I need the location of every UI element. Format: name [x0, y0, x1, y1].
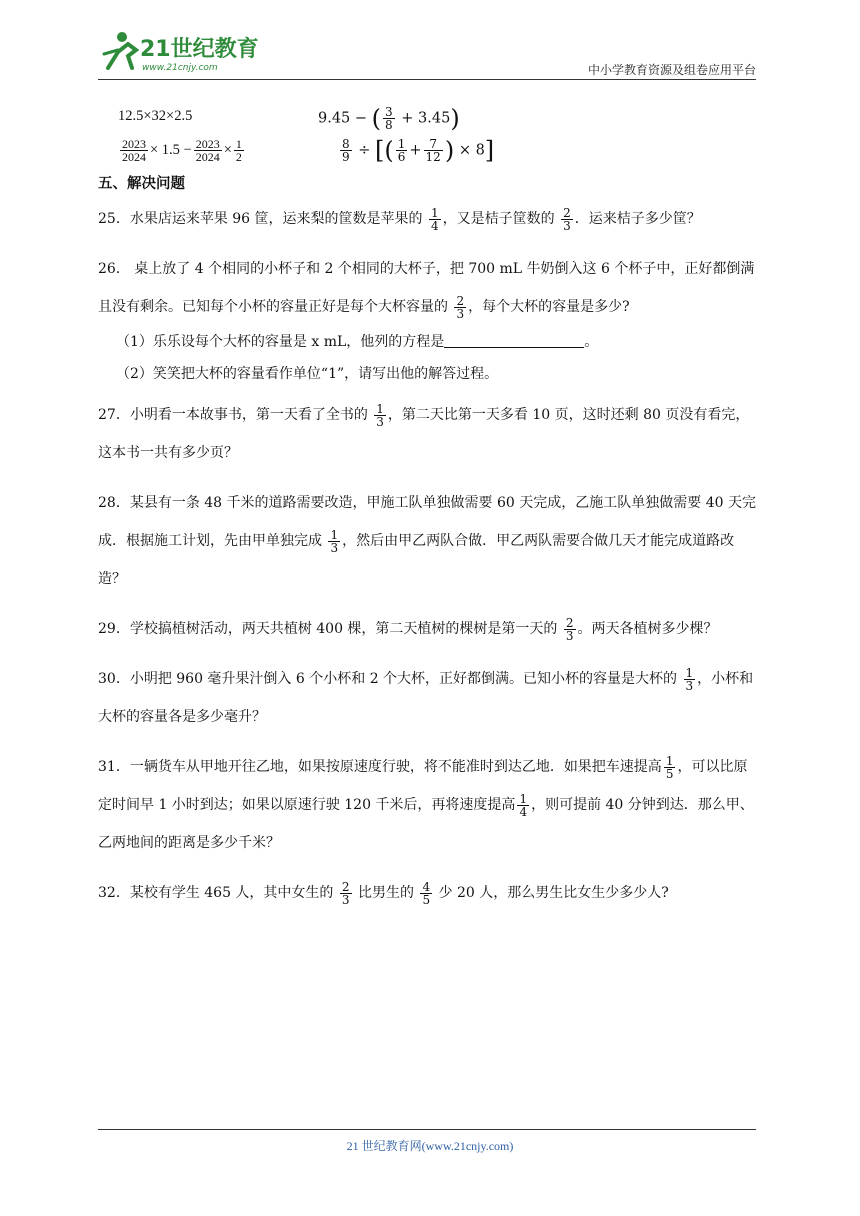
problem-26-part-1: （1）乐乐设每个大杯的容量是 x mL，他列的方程是 。: [98, 328, 760, 356]
problem-31: 31．一辆货车从甲地开往乙地，如果按原速度行驶，将不能准时到达乙地．如果把车速提高 $\frac{1}{5}$ ，可以比原定时间早 1 小时到达；如果以原速行驶 120 千米后，再将速度提高 $\frac{1}{4}$ ，则可提前 40 分钟到达．那么甲、乙两地间的距离是多少千米？: [98, 753, 754, 851]
problem-28: 28．某县有一条 48 千米的道路需要改造，甲施工队单独做需要 60 天完成，乙施工队单独做需要 40 天完成．根据施工计划，先由甲单独完成 $\frac{1}{3}$ ，然后由甲乙两队合做．甲乙两队需要合做几天才能完成道路改造？: [98, 495, 756, 587]
header-divider: [98, 79, 756, 80]
svg-text:www.21cnjy.com: www.21cnjy.com: [142, 63, 218, 73]
page-footer: 21 世纪教育网(www.21cnjy.com): [346, 1139, 514, 1153]
problem-32: 32．某校有学生 465 人，其中女生的 $\frac{2}{3}$ 比男生的 $\frac{4}{5}$ 少 20 人，那么男生比女生少多少人?: [98, 879, 669, 907]
problem-26: 26． 桌上放了 4 个相同的小杯子和 2 个相同的大杯子，把 700 mL 牛奶倒入这 6 个杯子中，正好都倒满且没有剩余。已知每个小杯的容量正好是每个大杯容量的 $\frac{2}{3}$ ，每个大杯的容量是多少?: [98, 261, 755, 321]
worksheet-content: [98, 96, 760, 924]
answer-blank[interactable]: [444, 331, 584, 348]
page-header: [98, 28, 756, 80]
calc-expression-1: 12.5×32×2.5: [118, 108, 193, 124]
logo-21cnjy-icon: [98, 28, 268, 74]
problem-30: 30．小明把 960 毫升果汁倒入 6 个小杯和 2 个大杯，正好都倒满。已知小杯的容量是大杯的 $\frac{1}{3}$ ，小杯和大杯的容量各是多少毫升？: [98, 665, 754, 725]
footer-divider: [98, 1129, 756, 1130]
svg-text:21世纪教育: 21世纪教育: [140, 37, 259, 62]
problem-26-part-2: （2）笑笑把大杯的容量看作单位“1”，请写出他的解答过程。: [116, 366, 499, 382]
problem-27: 27．小明看一本故事书，第一天看了全书的 $\frac{1}{3}$ ，第二天比第一天多看 10 页，这时还剩 80 页没有看完，这本书一共有多少页？: [98, 401, 750, 461]
calc-row-2: [98, 136, 760, 166]
calc-expression-4: $\frac{8}{9}$ ÷ [( $\frac{1}{6}$ + $\frac{7}{12}$ ) × 8]: [342, 136, 495, 165]
problem-29: 29．学校搞植树活动，两天共植树 400 棵，第二天植树的棵树是第一天的 $\frac{2}{3}$ 。两天各植树多少棵？: [98, 615, 718, 643]
problem-25: 25．水果店运来苹果 96 筐，运来梨的筐数是苹果的 $\frac{1}{4}$ ，又是桔子筐数的 $\frac{2}{3}$ ．运来桔子多少筐？: [98, 205, 701, 233]
calc-row-1: [98, 100, 760, 133]
section-title: 五、解决问题: [98, 176, 185, 192]
platform-name: 中小学教育资源及组卷应用平台: [587, 63, 756, 77]
calc-expression-3: $\frac{2023}{2024}$ × 1.5 − $\frac{2023}{2024}$ × $\frac{1}{2}$: [122, 137, 242, 164]
calc-expression-2: 9.45 − ( $\frac{3}{8}$ + 3.45): [318, 104, 460, 133]
